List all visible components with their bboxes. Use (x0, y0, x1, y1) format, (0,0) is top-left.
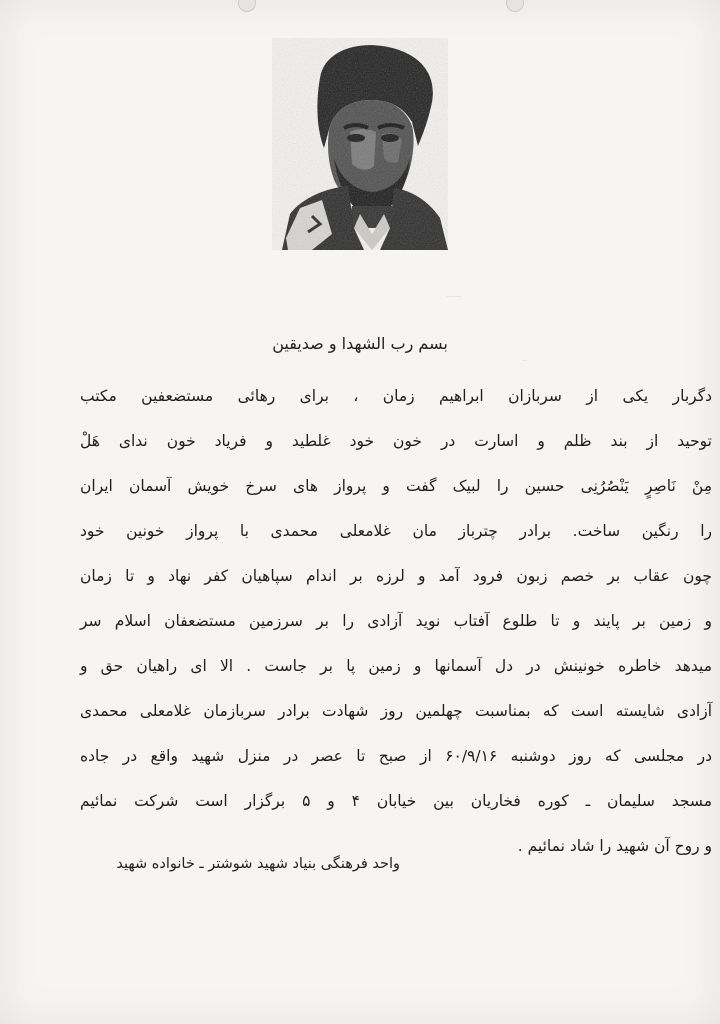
body-line: میدهد خاطره خونینش در دل آسمانها و زمین پا بر جاست . الا ای راهیان حق و (80, 657, 712, 675)
body-line: و زمین بر پایند و تا طلوع آفتاب نوید آزادی را بر سرزمین مستضعفان اسلام سر (80, 612, 712, 630)
body-line: و روح آن شهید را شاد نمائیم . (517, 837, 712, 855)
document-signature: واحد فرهنگی بنیاد شهید شوشتر ـ خانواده شهید (116, 856, 400, 872)
body-line: دگربار یکی از سربازان ابراهیم زمان ، برای رهائی مستضعفین مکتب (80, 387, 712, 405)
punch-hole (238, 0, 256, 12)
body-line: توحید از بند ظلم و اسارت در خون خود غلطید و فریاد خون ندای هَلْ (80, 432, 712, 450)
bleed-through-mark: ۔ (520, 346, 530, 365)
bleed-through-mark: — (446, 286, 462, 305)
body-line: را رنگین ساخت. برادر چترباز مان غلامعلی محمدی با پرواز خونین خود (80, 522, 712, 540)
body-line: مسجد سلیمان ـ کوره فخاریان بین خیابان ۴ و ۵ برگزار است شرکت نمائیم (80, 792, 713, 810)
portrait-photo (272, 38, 448, 250)
body-line: چون عقاب بر خصم زبون فرود آمد و لرزه بر اندام سپاهیان کفر نهاد و تا زمان (80, 567, 712, 585)
punch-hole (506, 0, 524, 12)
body-line: در مجلسی که روز دوشنبه ۶۰/۹/۱۶ از صبح تا عصر در منزل شهید واقع در جاده (80, 747, 712, 765)
document-body (80, 374, 712, 869)
body-line: آزادی شایسته است که بمناسبت چهلمین روز شهادت برادر سربازمان غلامعلی محمدی (80, 702, 712, 720)
document-heading: بسم رب الشهدا و صدیقین (272, 334, 448, 353)
body-line: مِنْ نَاصِرٍ یَنْصُرُنِی حسین را لبیک گفت و پرواز های سرخ خویش آسمان ایران (80, 477, 712, 495)
